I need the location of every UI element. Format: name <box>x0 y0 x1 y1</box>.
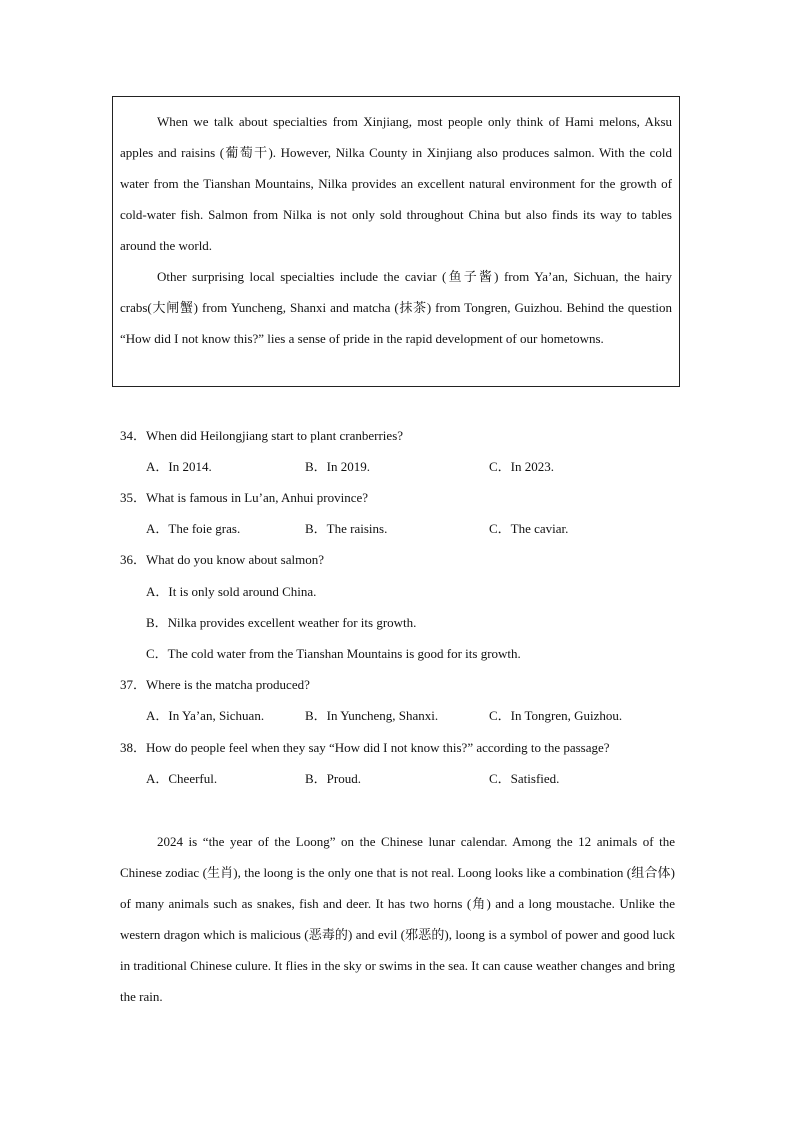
question-38-stem: 38．How do people feel when they say “How did I not know this?” according to the passage? <box>120 740 610 755</box>
question-37-option-c: C．In Tongren, Guizhou. <box>489 708 623 723</box>
question-38-option-a: A．Cheerful. <box>146 771 218 786</box>
question-35-option-a: A．The foie gras. <box>146 521 241 536</box>
question-34-option-c: C．In 2023. <box>489 459 555 474</box>
question-36-option-c: C．The cold water from the Tianshan Mountains is good for its growth. <box>146 646 521 661</box>
question-34-stem: 34．When did Heilongjiang start to plant cranberries? <box>120 428 404 443</box>
question-36-stem: 36．What do you know about salmon? <box>120 552 324 567</box>
question-36-option-b: B．Nilka provides excellent weather for its growth. <box>146 615 417 630</box>
question-37-stem: 37．Where is the matcha produced? <box>120 677 310 692</box>
question-34-option-b: B．In 2019. <box>305 459 371 474</box>
passage1-paragraph2: Other surprising local specialties include the caviar (鱼子酱) from Ya’an, Sichuan, the hairy crabs(大闸蟹) from Yuncheng, Shanxi and matcha (抹茶) from Tongren, Guizhou. Behind the question “How did I not know this?” lies a sense of pride in the rapid development of our hometowns. <box>120 269 672 346</box>
question-35-stem: 35．What is famous in Lu’an, Anhui province? <box>120 490 369 505</box>
question-38-option-c: C．Satisfied. <box>489 771 560 786</box>
question-35-option-b: B．The raisins. <box>305 521 388 536</box>
question-35-option-c: C．The caviar. <box>489 521 569 536</box>
question-36-option-a: A．It is only sold around China. <box>146 584 317 599</box>
passage2-paragraph1: 2024 is “the year of the Loong” on the Chinese lunar calendar. Among the 12 animals of the Chinese zodiac (生肖), the loong is the only one that is not real. Loong looks like a combination (组合体) of many animals such as snakes, fish and deer. It has two horns (角) and a long moustache. Unlike the western dragon which is malicious (恶毒的) and evil (邪恶的), loong is a symbol of power and good luck in traditional Chinese culure. It flies in the sky or swims in the sea. It can cause weather changes and bring the rain. <box>120 834 675 1004</box>
question-38-option-b: B．Proud. <box>305 771 361 786</box>
question-37-option-b: B．In Yuncheng, Shanxi. <box>305 708 439 723</box>
question-37-option-a: A．In Ya’an, Sichuan. <box>146 708 265 723</box>
question-34-option-a: A．In 2014. <box>146 459 212 474</box>
passage1-paragraph1: When we talk about specialties from Xinjiang, most people only think of Hami melons, Aksu apples and raisins (葡萄干). However, Nilka County in Xinjiang also produces salmon. With the cold water from the Tianshan Mountains, Nilka provides an excellent natural environment for the growth of cold-water fish. Salmon from Nilka is not only sold throughout China but also finds its way to tables around the world. <box>120 114 672 253</box>
passage-box <box>112 96 680 387</box>
